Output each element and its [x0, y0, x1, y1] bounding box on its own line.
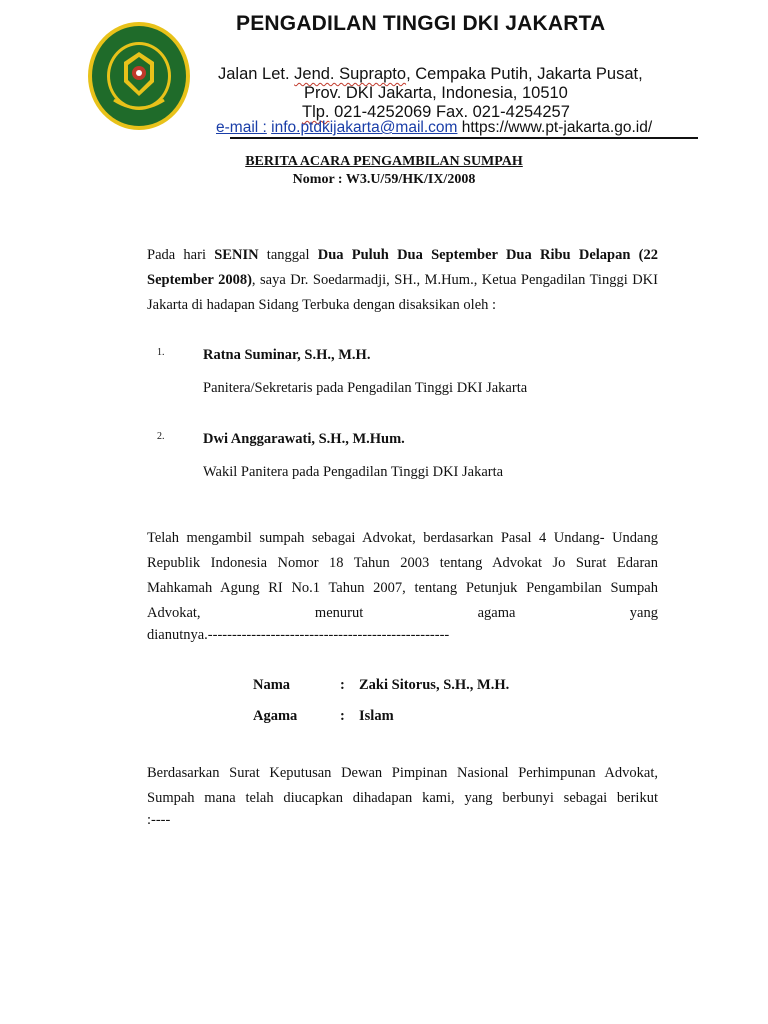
closing-paragraph-end: :---- — [147, 812, 171, 828]
day-name: SENIN — [214, 247, 259, 263]
org-name: PENGADILAN TINGGI DKI JAKARTA — [236, 12, 606, 35]
address-prefix: Jalan Let. — [218, 65, 295, 83]
email-link[interactable]: info.ptdkijakarta@mail.com — [271, 119, 458, 136]
header-divider — [230, 137, 698, 139]
document-number: Nomor : W3.U/59/HK/IX/2008 — [292, 172, 476, 187]
contact-line — [216, 118, 652, 138]
witness-1-role: Panitera/Sekretaris pada Pengadilan Tinggi DKI Jakarta — [203, 380, 528, 396]
field-value-agama: Islam — [359, 708, 394, 724]
field-value-nama: Zaki Sitorus, S.H., M.H. — [359, 677, 510, 693]
address-street: Jend. Suprapto — [294, 65, 407, 83]
opening-paragraph: Pada hari SENIN tanggal Dua Puluh Dua September Dua Ribu Delapan (22 September 2008), saya Dr. Soedarmadji, SH., M.Hum., Ketua Pengadilan Tinggi DKI Jakarta di hadapan Sidang Terbuka dengan disaksikan oleh : — [147, 247, 658, 313]
court-logo — [86, 20, 192, 132]
witness-2-role: Wakil Panitera pada Pengadilan Tinggi DKI Jakarta — [203, 464, 504, 480]
oath-paragraph-end: dianutnya.-------------------------------------------------- — [147, 627, 450, 643]
website-link[interactable]: https://www.pt-jakarta.go.id/ — [457, 119, 653, 136]
field-sep-nama: : — [340, 677, 345, 693]
phone-numbers: 021-4252069 Fax. 021-4254257 — [329, 103, 570, 121]
witness-2-name: Dwi Anggarawati, S.H., M.Hum. — [203, 431, 405, 447]
witness-2-number: 2. — [157, 431, 165, 442]
closing-paragraph: Berdasarkan Surat Keputusan Dewan Pimpinan Nasional Perhimpunan Advokat, Sumpah mana telah diucapkan dihadapan kami, yang berbunyi sebagai berikut — [147, 765, 658, 806]
field-label-nama: Nama — [253, 677, 291, 693]
address-line-1 — [218, 64, 643, 84]
address-line-2: Prov. DKI Jakarta, Indonesia, 10510 — [304, 84, 568, 102]
address-suffix: , Cempaka Putih, Jakarta Pusat, — [406, 65, 643, 83]
witness-1-number: 1. — [157, 347, 165, 358]
phone-label: Tlp. — [302, 103, 330, 121]
field-label-agama: Agama — [253, 708, 298, 724]
document-title: BERITA ACARA PENGAMBILAN SUMPAH — [245, 154, 523, 169]
email-label: e-mail : — [216, 119, 267, 136]
witness-1-name: Ratna Suminar, S.H., M.H. — [203, 347, 371, 363]
date-text: Dua Puluh Dua September Dua Ribu Delapan (22 September 2008) — [147, 247, 658, 288]
oath-paragraph: Telah mengambil sumpah sebagai Advokat, berdasarkan Pasal 4 Undang- Undang Republik Indonesia Nomor 18 Tahun 2003 tentang Advokat Jo Surat Edaran Mahkamah Agung RI No.1 Tahun 2007, tentang Petunjuk Pengambilan Sumpah Advokat, menurut agama yang — [147, 530, 658, 621]
field-sep-agama: : — [340, 708, 345, 724]
